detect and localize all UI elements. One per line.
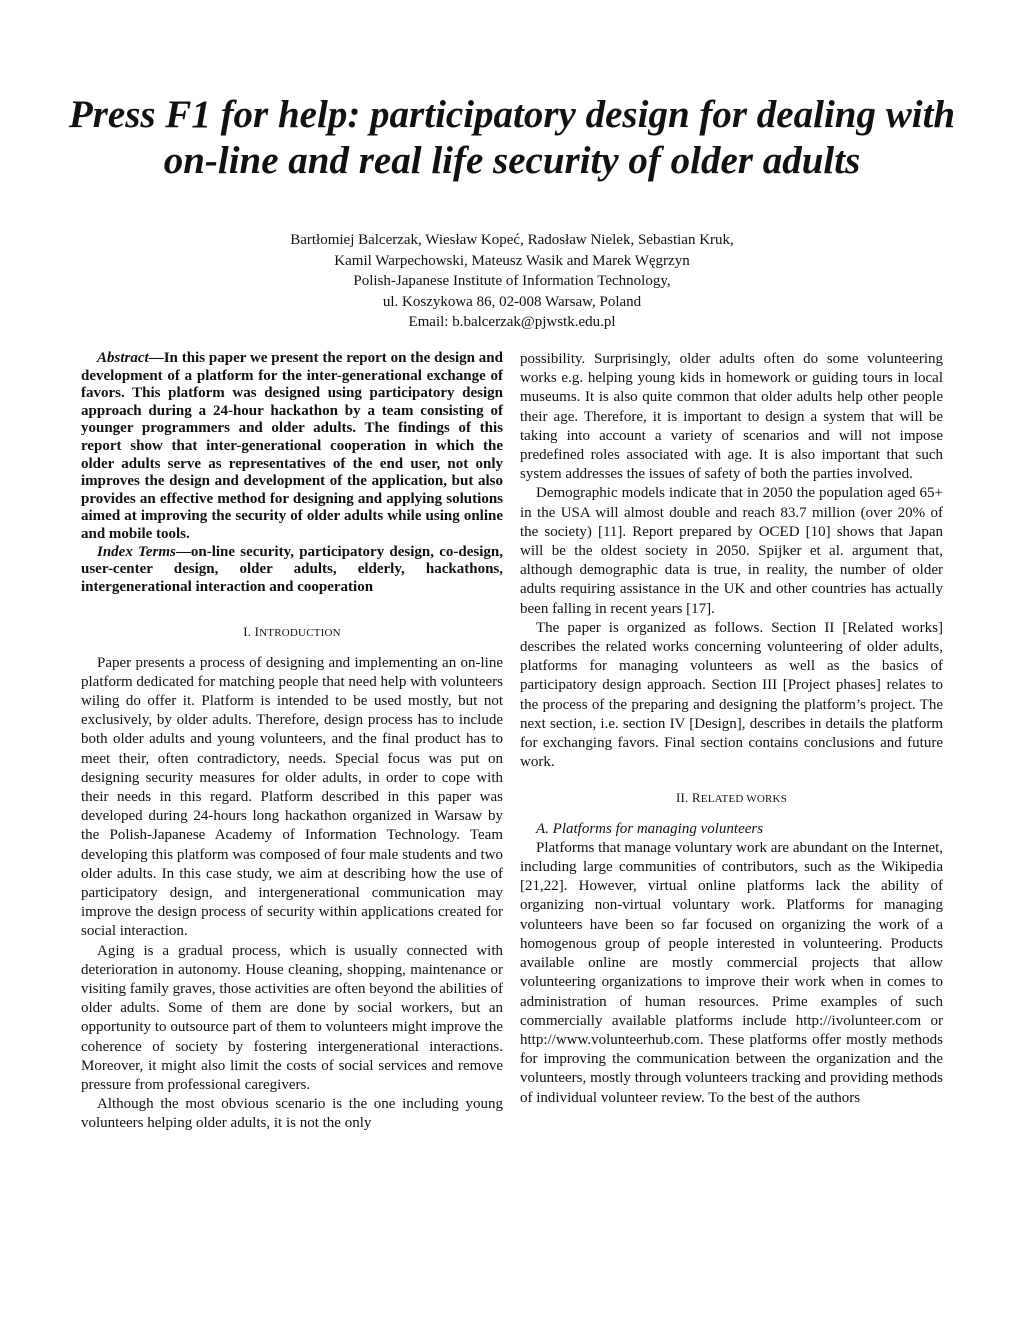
paper-title: Press F1 for help: participatory design for dealing with on-line and real life security of older adults: [68, 93, 956, 182]
paragraph: Demographic models indicate that in 2050 the population aged 65+ in the USA will almost double and reach 83.7 million (over 20% of the society) [11]. Report prepared by OCED [10] shows that Japan will be the oldest society in 2050. Spijker et al. argument that, although demographic data is true, in reality, the number of older adults requiring assistance in the UK and other countries has actually been falling in recent years [17].: [520, 485, 943, 617]
author-names-line1: Bartłomiej Balcerzak, Wiesław Kopeć, Radosław Nielek, Sebastian Kruk,: [290, 232, 734, 248]
email: Email: b.balcerzak@pjwstk.edu.pl: [408, 314, 616, 330]
paragraph: possibility. Surprisingly, older adults often do some volunteering works e.g. helping young kids in homework or guiding tours in local museums. It is also quite common that older adults help other people their age. Therefore, it is important to design a system that will be taking into account a variety of scenarios and will not impose predefined roles associated with age. It is also important that such system addresses the issues of safety of both the parties involved.: [520, 351, 943, 483]
abstract-text: —In this paper we present the report on the design and development of a platform for the inter-generational exchange of favors. This platform was designed using participatory design approach during a 24-hour hackathon by a team consisting of younger programmers and older adults. The findings of this report show that inter-generational cooperation in which the older adults serve as representatives of the end user, not only improves the design and development of the application, but also provides an effective method for designing and applying solutions aimed at improving the security of older adults while using online and mobile tools.: [81, 350, 503, 542]
section-number: II. R: [675, 790, 701, 806]
abstract: [81, 350, 503, 544]
paragraph: The paper is organized as follows. Section II [Related works] describes the related works concerning volunteering of older adults, platforms for managing volunteers as well as the basics of participatory design approach. Section III [Project phases] relates to the process of the preparing and designing the platform’s project. The next section, i.e. section IV [Design], describes in details the platform for exchanging favors. Final section contains conclusions and future work.: [520, 619, 943, 771]
subsection-heading: A. Platforms for managing volunteers: [536, 820, 764, 837]
section-number: I. I: [243, 624, 260, 640]
section-title: NTRODUCTION: [259, 627, 341, 640]
paragraph: Aging is a gradual process, which is usually connected with deterioration in autonomy. House cleaning, shopping, maintenance or visiting family graves, those activities are often beyond the abilities of older adults. Some of them are done by social workers, but an opportunity to outsource part of them to volunteers might improve the coherence of society by fostering intergenerational interactions. Moreover, it might also limit the costs of social services and remove pressure from professional caregivers.: [81, 942, 503, 1093]
section-heading-introduction: [81, 622, 503, 643]
index-terms: [81, 544, 503, 597]
author-names-line2: Kamil Warpechowski, Mateusz Wasik and Marek Węgrzyn: [334, 252, 690, 269]
address: ul. Koszykowa 86, 02-008 Warsaw, Poland: [382, 293, 642, 310]
abstract-label: Abstract: [97, 350, 149, 366]
index-terms-text: —on-line security, participatory design, co-design, user-center design, older adults, elderly, hackathons, intergenerational interaction and cooperation: [81, 543, 503, 595]
affiliation: Polish-Japanese Institute of Information Technology,: [353, 273, 671, 289]
paragraph: Paper presents a process of designing and implementing an on-line platform dedicated for matching people that need help with volunteers wiling do offer it. Platform is intended to be used mostly, but not exclusively, by older adults. Therefore, design process has to include both older adults and young volunteers, and the final product has to meet their, often contradictory, needs. Special focus was put on designing security measures for older adults, in order to cope with their needs in this regard. Platform described in this paper was developed during 24-hours long hackathon organized in Warsaw by the Polish-Japanese Academy of Information Technology. Team developing this platform was composed of four male students and two older adults. In this case study, we aim at describing how the use of participatory design, and intergenerational communication may improve the design process of security within applications created for social interaction.: [81, 654, 503, 940]
left-column: [81, 350, 503, 1134]
paragraph: Platforms that manage voluntary work are abundant on the Internet, including large communities of contributors, such as the Wikipedia [21,22]. However, virtual online platforms lack the ability of organizing non-virtual voluntary work. Platforms for managing volunteers have been so far focused on organizing the work of a homogenous group of people interested in volunteering. Products available online are mostly commercial projects that allow volunteering organizations to improve their work when in comes to administration of human resources. Prime examples of such commercially available platforms include http://ivolunteer.com or http://www.volunteerhub.com. These platforms offer mostly methods for improving the communication between the organization and the volunteers, mostly through volunteers tracking and providing methods of individual volunteer review. To the best of the authors: [520, 839, 943, 1106]
paragraph: Although the most obvious scenario is the one including young volunteers helping older adults, it is not the only: [81, 1096, 503, 1132]
right-column: [520, 350, 943, 1108]
index-terms-label: Index Terms: [97, 543, 176, 560]
section-title: ELATED WORKS: [700, 793, 788, 806]
author-block: [100, 230, 924, 333]
section-heading-related-works: [520, 788, 943, 809]
